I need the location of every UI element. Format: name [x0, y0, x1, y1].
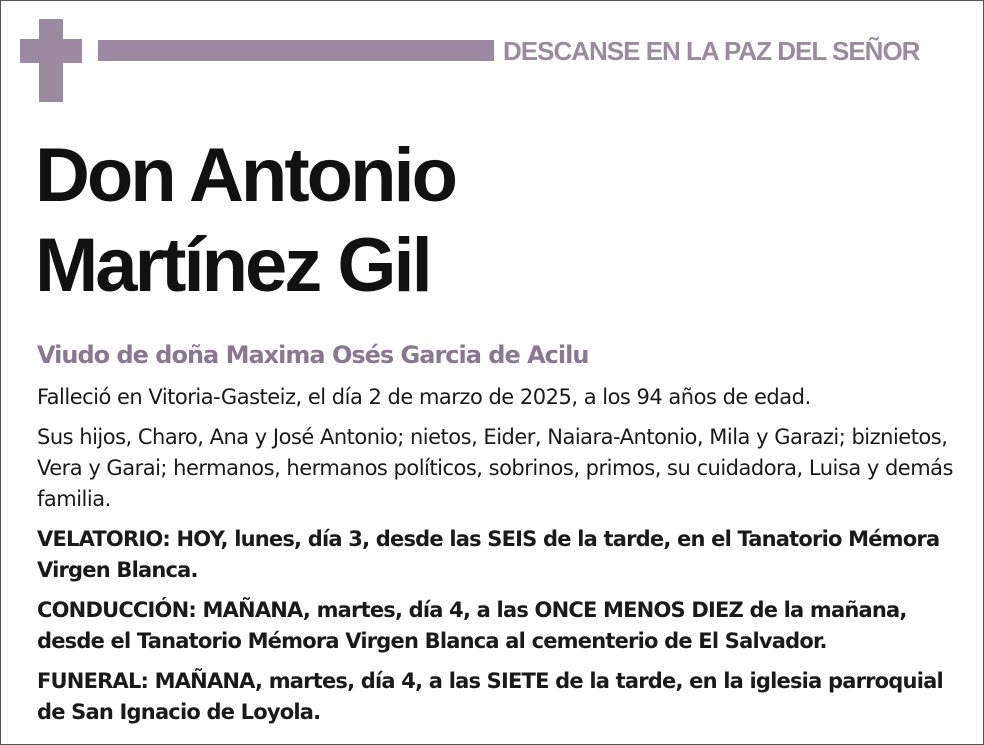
header-divider-bar	[98, 40, 494, 61]
notice-body	[37, 382, 967, 737]
deceased-name-line2: Martínez Gil	[35, 223, 430, 308]
funeral-info: FUNERAL: MAÑANA, martes, día 4, a las SIETE de la tarde, en la iglesia parroquial de San Ignacio de Loyola.	[37, 669, 943, 724]
deceased-name-line1: Don Antonio	[35, 133, 456, 218]
family-text: Sus hijos, Charo, Ana y José Antonio; nietos, Eider, Naiara-Antonio, Mila y Garazi; biznietos, Vera y Garai; hermanos, hermanos políticos, sobrinos, primos, su cuidadora, Luisa y demás familia.	[37, 425, 953, 511]
wake-info: VELATORIO: HOY, lunes, día 3, desde las SEIS de la tarde, en el Tanatorio Mémora Virgen Blanca.	[37, 527, 940, 582]
cross-horizontal-bar	[20, 39, 82, 63]
header-motto: DESCANSE EN LA PAZ DEL SEÑOR	[503, 36, 920, 66]
deceased-name	[35, 131, 455, 311]
widow-of-line: Viudo de doña Maxima Osés Garcia de Acilu	[37, 341, 589, 369]
death-notice-text: Falleció en Vitoria-Gasteiz, el día 2 de marzo de 2025, a los 94 años de edad.	[37, 385, 811, 409]
procession-info: CONDUCCIÓN: MAÑANA, martes, día 4, a las ONCE MENOS DIEZ de la mañana, desde el Tanatorio Mémora Virgen Blanca al cementerio de El Salvador.	[37, 598, 907, 653]
